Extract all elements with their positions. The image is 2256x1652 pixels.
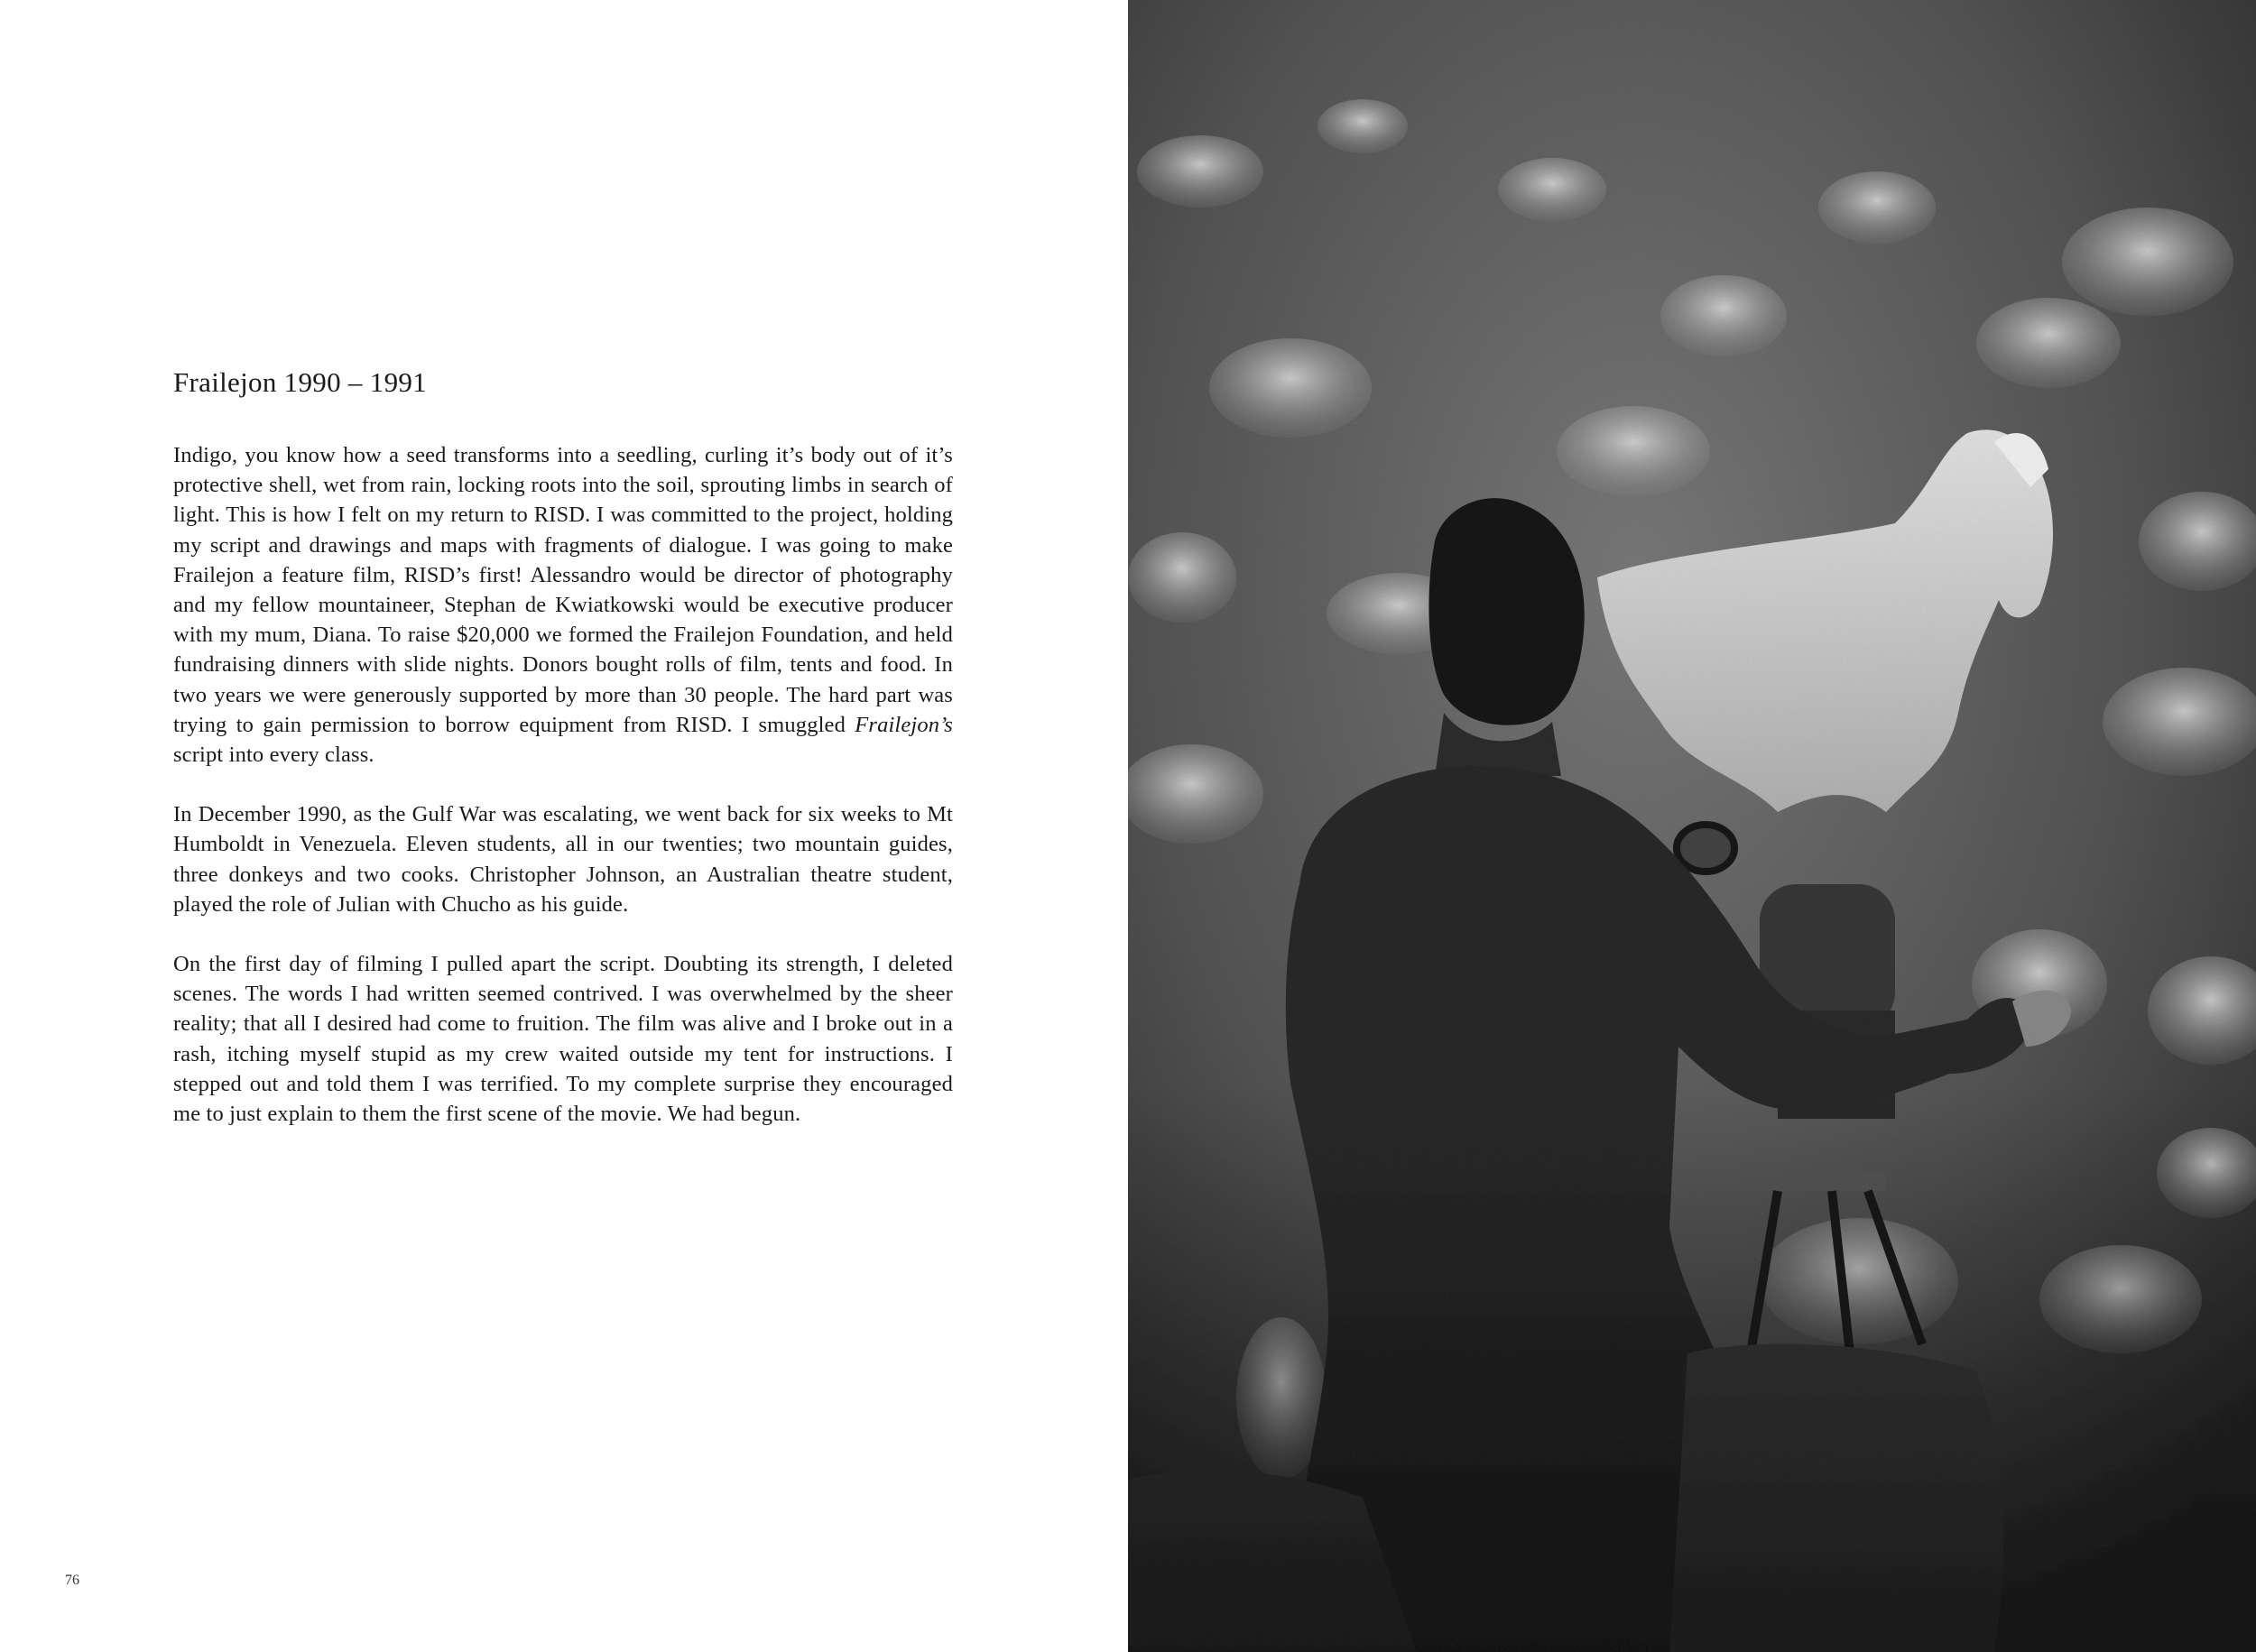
paragraph-2: In December 1990, as the Gulf War was escalating, we went back for six weeks to Mt Humboldt in Venezuela. Eleven students, all in our twenties; two mountain guides, three donkeys and two cooks. Christopher Johnson, an Australian theatre student, played the role of Julian with Chucho as his guide. xyxy=(173,802,953,917)
photo-illustration xyxy=(1128,0,2256,1652)
paragraph-1 xyxy=(173,440,953,770)
italic-title: Frailejon’s xyxy=(855,712,953,737)
page-number: 76 xyxy=(65,1573,79,1588)
paragraph-1-text: Indigo, you know how a seed transforms into a seedling, curling it’s body out of it’s protective shell, wet from rain, locking roots into the soil, sprouting limbs in search of light. This is how I felt on my return to RISD. I was committed to the project, holding my script and drawings and maps with fragments of dialogue. I was going to make Frailejon a feature film, RISD’s first! Alessandro would be director of photography and my fellow mountaineer, Stephan de Kwiatkowski would be executive producer with my mum, Diana. To raise $20,000 we formed the Frailejon Foundation, and held fundraising dinners with slide nights. Donors bought rolls of film, tents and food. In two years we were generously supported by more than 30 people. The hard part was trying to gain permission to borrow equipment from RISD. I smuggled xyxy=(173,443,953,737)
paragraph-1-end: script into every class. xyxy=(173,743,374,768)
chapter-title: Frailejon 1990 – 1991 xyxy=(173,366,427,398)
text-block xyxy=(173,363,953,1158)
photograph-filmmaker-horse xyxy=(1128,0,2256,1652)
paragraph-3: On the first day of filming I pulled apart the script. Doubting its strength, I deleted scenes. The words I had written seemed contrived. I was overwhelmed by the sheer reality; that all I desired had come to fruition. The film was alive and I broke out in a rash, itching myself stupid as my crew waited outside my tent for instructions. I stepped out and told them I was terrified. To my complete surprise they encouraged me to just explain to them the first scene of the movie. We had begun. xyxy=(173,952,953,1127)
